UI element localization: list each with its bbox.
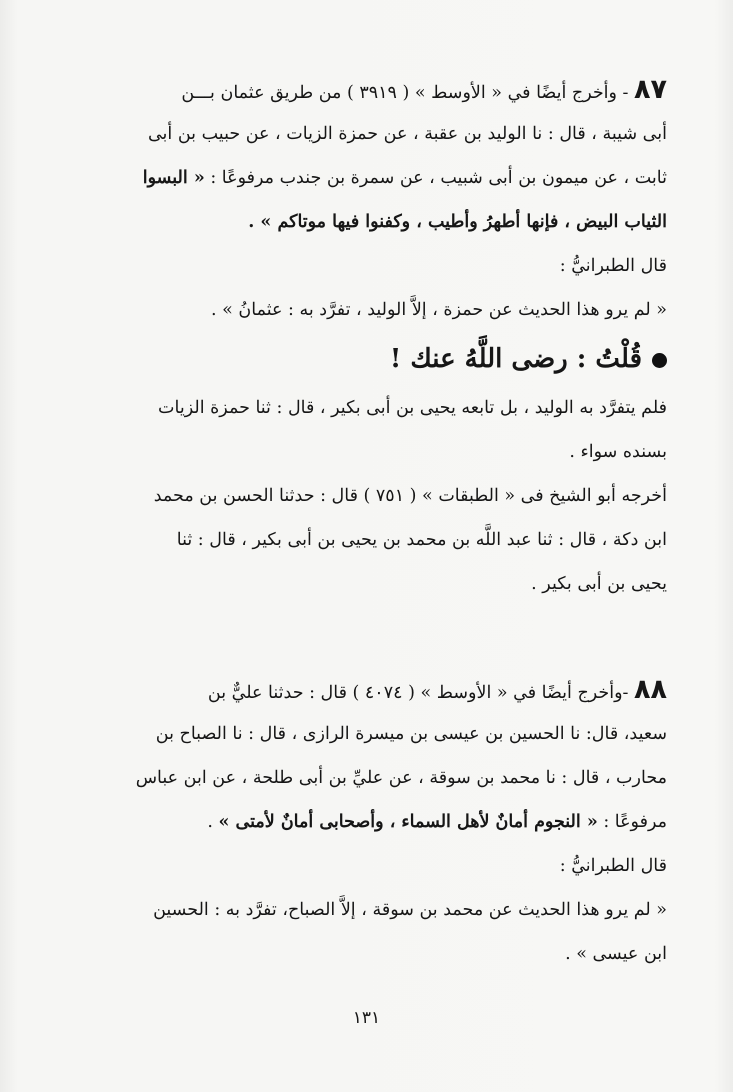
hadith-88-line-3: محارب ، قال : نا محمد بن سوقة ، عن عليِّ بن أبى طلحة ، عن ابن عباس [135,768,667,788]
hadith-88-matn: « النجوم أمانٌ لأهل السماء ، وأصحابى أمانٌ لأمتى » [218,812,598,832]
hadith-88-number: ٨٨ [634,674,667,705]
comment-line-2: بسنده سواء . [569,442,667,462]
hadith-88-block [74,668,667,976]
hadith-87-matn: الثياب البيض ، فإنها أطهرُ وأطيب ، وكفنوا فيها موتاكم » . [248,212,667,232]
comment-line-1: فلم يتفرَّد به الوليد ، بل تابعه يحيى بن أبى بكير ، قال : ثنا حمزة الزيات [158,398,667,418]
page-number: ١٣١ [352,1008,381,1028]
hadith-88-tabarani-quote-2: ابن عيسى » . [565,944,667,964]
hadith-88-line-2: سعيد، قال: نا الحسين بن عيسى بن ميسرة الرازى ، قال : نا الصباح بن [155,724,667,744]
hadith-87-tabarani-quote: « لم يرو هذا الحديث عن حمزة ، إلاَّ الوليد ، تفرَّد به : عثمانُ » . [211,300,667,320]
takhrij-line-3: يحيى بن أبى بكير . [531,574,667,594]
hadith-87-line-1: ٨٧ - وأخرج أيضًا في « الأوسط » ( ٣٩١٩ ) من طريق عثمان بـــن [181,74,667,105]
hadith-88-line-4: مرفوعًا : « النجوم أمانٌ لأهل السماء ، وأصحابى أمانٌ لأمتى » . [207,812,667,832]
takhrij-line-1: أخرجه أبو الشيخ فى « الطبقات » ( ٧٥١ ) قال : حدثنا الحسن بن محمد [153,486,667,506]
hadith-88-tabarani-intro: قال الطبرانيُّ : [559,856,667,876]
hadith-87-line-3: ثابت ، عن ميمون بن أبى شبيب ، عن سمرة بن جندب مرفوعًا : « البسوا [142,168,667,188]
hadith-87-tabarani-intro: قال الطبرانيُّ : [559,256,667,276]
hadith-87-number: ٨٧ [634,74,667,105]
hadith-88-tabarani-quote-1: « لم يرو هذا الحديث عن محمد بن سوقة ، إلاَّ الصباح، تفرَّد به : الحسين [153,900,667,920]
takhrij-line-2: ابن دكة ، قال : ثنا عبد اللَّه بن محمد بن يحيى بن أبى بكير ، قال : ثنا [176,530,667,550]
section-heading: قُلْتُ : رضى اللَّهُ عنك ! [74,332,667,386]
hadith-87-line-2: أبى شيبة ، قال : نا الوليد بن عقبة ، عن حمزة الزيات ، عن حبيب بن أبى [147,124,667,144]
bullet-icon [652,353,667,368]
hadith-88-line-1: ٨٨ -وأخرج أيضًا في « الأوسط » ( ٤٠٧٤ ) قال : حدثنا عليٌّ بن [207,674,667,705]
hadith-87-block [74,68,667,606]
